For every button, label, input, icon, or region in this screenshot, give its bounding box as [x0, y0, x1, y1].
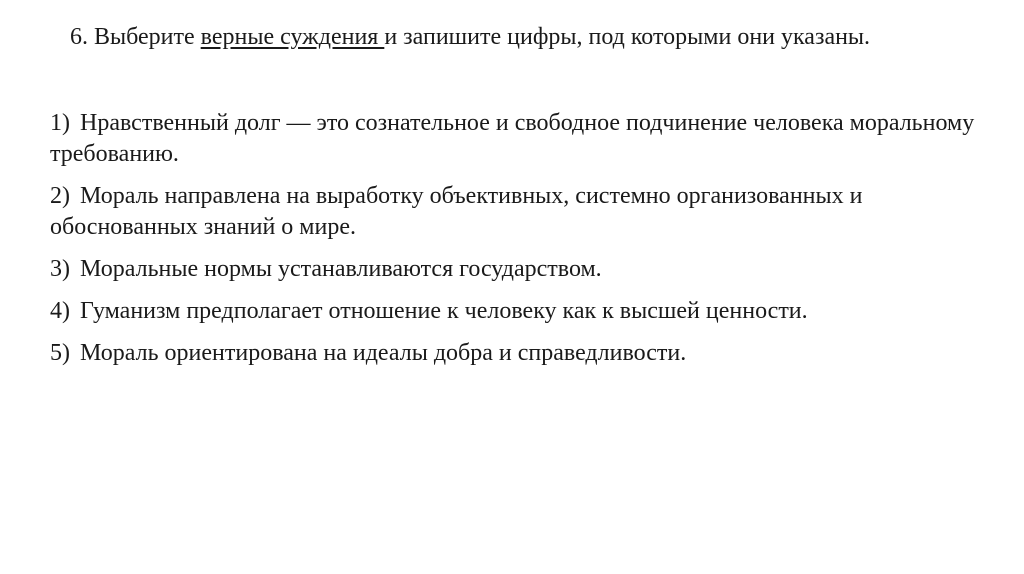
- option-number: 3): [50, 256, 70, 282]
- option-item-3: [50, 254, 980, 285]
- option-item-1: [50, 108, 980, 170]
- question-text-before: Выберите: [94, 24, 201, 50]
- option-number: 2): [50, 183, 70, 209]
- option-text: Нравственный долг — это сознательное и свободное подчинение человека моральному требованию.: [50, 110, 975, 167]
- option-item-5: [50, 338, 980, 369]
- option-item-4: [50, 296, 980, 327]
- answer-options-list: [50, 108, 980, 380]
- option-text: Гуманизм предполагает отношение к человеку как к высшей ценности.: [80, 298, 808, 324]
- option-number: 1): [50, 110, 70, 136]
- question-text-after: и запишите цифры, под которыми они указаны.: [384, 24, 871, 50]
- option-number: 5): [50, 340, 70, 366]
- question-underlined-text: верные суждения: [200, 24, 385, 50]
- option-item-2: [50, 181, 980, 243]
- question-prompt: [70, 20, 970, 54]
- question-number: 6.: [70, 24, 88, 50]
- option-text: Мораль направлена на выработку объективных, системно организованных и обоснованных знаний о мире.: [50, 183, 863, 240]
- option-number: 4): [50, 298, 70, 324]
- option-text: Моральные нормы устанавливаются государством.: [80, 256, 602, 282]
- option-text: Мораль ориентирована на идеалы добра и справедливости.: [80, 340, 687, 366]
